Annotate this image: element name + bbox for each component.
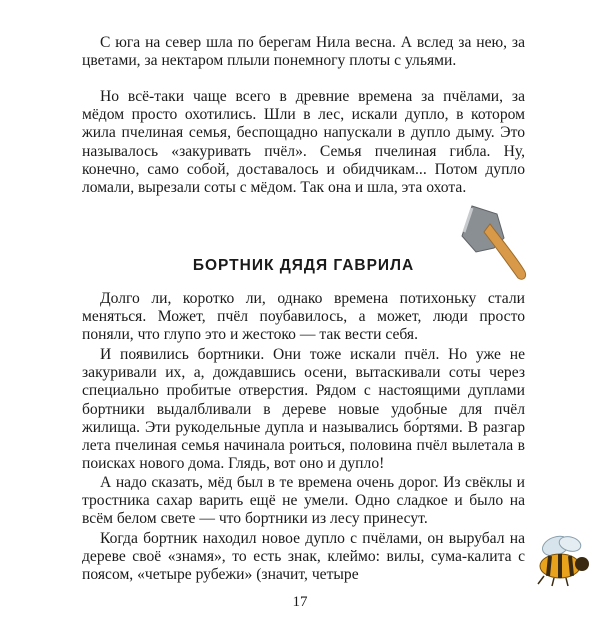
paragraph-6: Когда бортник находил новое дупло с пчёлами, он вырубал на дереве своё «знамя», то есть знак, клеймо: вилы, сума-калита с поясом, «четыре рубежи» (значит, четыре [82, 530, 525, 584]
bee-illustration [530, 532, 594, 588]
paragraph-4: И появились бортники. Они тоже искали пчёл. Но уже не закуривали их, а, дождавшись осени, вытаскивали соты через специально пробитые отверстия. Рядом с настоящими дуплами бортники выдалбливали в дереве новые удобные для пчёл жилища. Эти рукодельные дупла и назывались бо́ртями. В разгар лета пчелиная семья начинала роиться, половина пчёл вылетала в поисках нового дома. Глядь, вот оно и дупло! [82, 346, 525, 473]
paragraph-1: С юга на север шла по берегам Нила весна. А вслед за нею, за цветами, за нектаром плыли понемногу плоты с ульями. [82, 34, 525, 70]
page-number: 17 [292, 594, 308, 610]
chapter-heading: БОРТНИК ДЯДЯ ГАВРИЛА [192, 257, 415, 274]
paragraph-3: Долго ли, коротко ли, однако времена потихоньку стали меняться. Может, пчёл поубавилось, а может, люди просто поняли, что глупо это и жестоко — так вести себя. [82, 290, 525, 344]
axe-illustration [442, 192, 542, 292]
paragraph-5: А надо сказать, мёд был в те времена очень дорог. Из свёклы и тростника сахар варить ещё не умели. Одно сладкое и было на всём белом свете — что бортники из лесу принесут. [82, 474, 525, 528]
paragraph-2: Но всё-таки чаще всего в древние времена за пчёлами, за мёдом просто охотились. Шли в лес, искали дупло, в котором жила пчелиная семья, беспощадно напускали в дупло дыму. Это называлось «закуривать пчёл». Семья пчелиная гибла. Ну, конечно, само собой, доставалось и обидчикам... Потом дупло ломали, вырезали соты с мёдом. Так она и шла, эта охота. [82, 88, 525, 197]
